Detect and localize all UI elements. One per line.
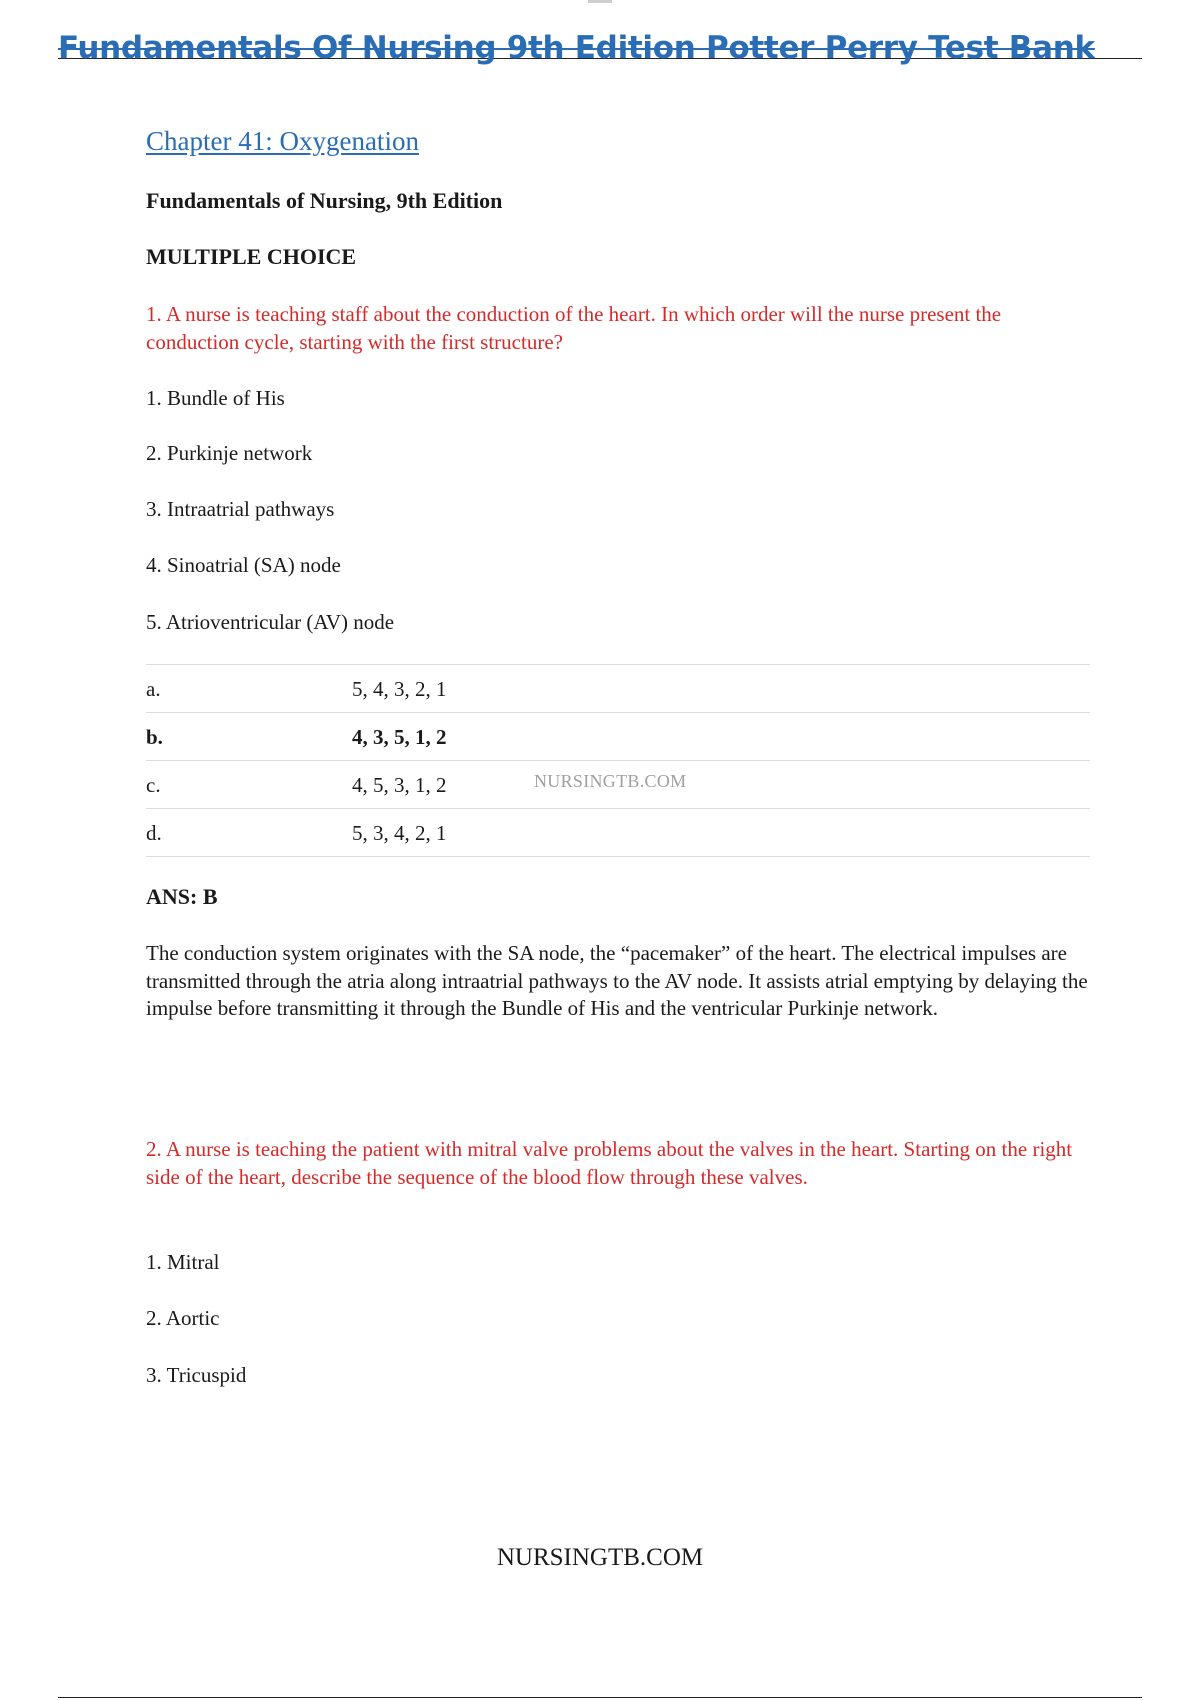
q2-item-3: 3. Tricuspid [146,1363,247,1387]
option-row-a[interactable] [146,665,1090,713]
q1-item-4: 4. Sinoatrial (SA) node [146,553,341,577]
q1-item-1: 1. Bundle of His [146,386,285,410]
option-row-b[interactable] [146,713,1090,761]
q1-options-table [146,664,1090,857]
question-1-text: 1. A nurse is teaching staff about the conduction of the heart. In which order will the nurse present the conduction cycle, starting with the first structure? [146,302,1002,354]
section-heading: MULTIPLE CHOICE [146,244,357,269]
option-value: 4, 3, 5, 1, 2 [352,725,447,749]
option-row-c[interactable] [146,761,1090,809]
page-header [58,30,1142,66]
q1-item-3: 3. Intraatrial pathways [146,497,335,521]
q1-item-5: 5. Atrioventricular (AV) node [146,610,395,634]
book-title: Fundamentals of Nursing, 9th Edition [146,188,503,213]
option-value: 4, 5, 3, 1, 2 [352,773,447,797]
option-value: 5, 3, 4, 2, 1 [352,821,447,845]
option-letter: b. [146,725,163,749]
option-letter: a. [146,677,161,701]
question-2-text: 2. A nurse is teaching the patient with mitral valve problems about the valves in the heart. Starting on the right side of the heart, describe the sequence of the blood flow through these valves. [146,1137,1073,1189]
q1-answer: ANS: B [146,884,218,909]
option-letter: d. [146,821,162,845]
option-letter: c. [146,773,161,797]
q1-item-2: 2. Purkinje network [146,441,313,465]
option-value: 5, 4, 3, 2, 1 [352,677,447,701]
watermark-text: NURSINGTB.COM [534,771,687,791]
q2-item-1: 1. Mitral [146,1250,220,1274]
q1-rationale: The conduction system originates with the SA node, the “pacemaker” of the heart. The electrical impulses are transmitted through the atria along intraatrial pathways to the AV node. It assists atrial emptying by delaying the impulse before transmitting it through the Bundle of His and the ventricular Purkinje network. [146,941,1088,1020]
q2-item-2: 2. Aortic [146,1306,220,1330]
footer-site-text: NURSINGTB.COM [496,1544,704,1571]
header-title: Fundamentals Of Nursing 9th Edition Potter Perry Test Bank [58,30,1095,66]
footer-divider [58,1697,1142,1698]
option-row-d[interactable] [146,809,1090,857]
chapter-title-link[interactable]: Chapter 41: Oxygenation [146,126,419,156]
page-top-mark [588,0,612,3]
